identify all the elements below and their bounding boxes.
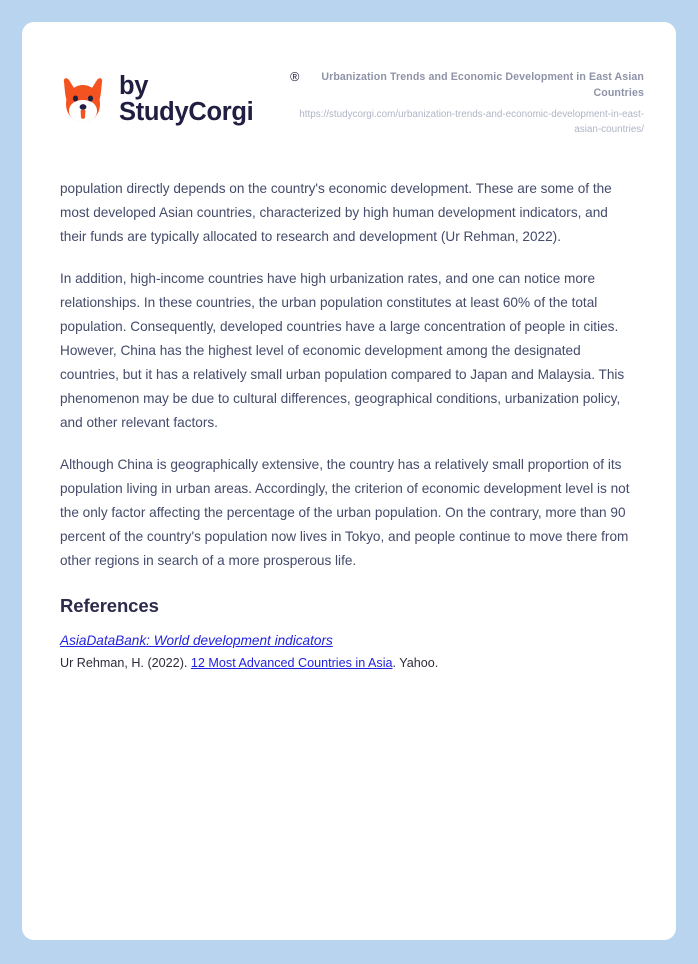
- paragraph: Although China is geographically extensive, the country has a relatively small proportion of its population living in urban areas. Accordingly, the criterion of economic development level is not the only factor affecting the percentage of the urban population. On the contrary, more than 90 percent of the country's population now lives in Tokyo, and people continue to move there from other regions in search of a more prosperous life.: [60, 457, 630, 569]
- references-heading: References: [60, 595, 159, 617]
- corgi-face-logo-icon: [60, 76, 106, 124]
- paragraph: population directly depends on the country's economic development. These are some of the most developed Asian countries, characterized by high human development indicators, and their funds are typically allocated to research and development (Ur Rehman, 2022).: [60, 181, 612, 245]
- reference-author-year: Ur Rehman, H. (2022).: [60, 656, 191, 671]
- reference-entry: [60, 653, 638, 674]
- brand-wordmark: [119, 70, 299, 126]
- paragraph: In addition, high-income countries have high urbanization rates, and one can notice more relationships. In these countries, the urban population constitutes at least 60% of the total population. Consequently, developed countries have a large concentration of people in cities. However, China has the highest level of economic development among the designated countries, but it has a relatively small urban population compared to Japan and Malaysia. This phenomenon may be due to cultural differences, geographical conditions, urbanization policy, and other relevant factors.: [60, 271, 625, 431]
- page-url: https://studycorgi.com/urbanization-trends-and-economic-development-in-east-asian-countries/: [299, 109, 644, 136]
- reference-suffix: . Yahoo.: [392, 656, 439, 671]
- brand-logo: [60, 68, 299, 125]
- page-title: Urbanization Trends and Economic Development in East Asian Countries: [321, 71, 644, 99]
- reference-link-advanced-countries[interactable]: 12 Most Advanced Countries in Asia: [190, 656, 393, 671]
- reference-link-asiadatabank[interactable]: AsiaDataBank: World development indicators: [60, 633, 333, 649]
- header-meta: [299, 68, 644, 138]
- document-header: [22, 22, 676, 138]
- document-body: [22, 177, 676, 674]
- document-page: [22, 22, 676, 940]
- registered-trademark-icon: ®: [290, 70, 299, 84]
- reference-entry: [60, 630, 638, 652]
- brand-wordmark-text: by StudyCorgi: [119, 72, 254, 126]
